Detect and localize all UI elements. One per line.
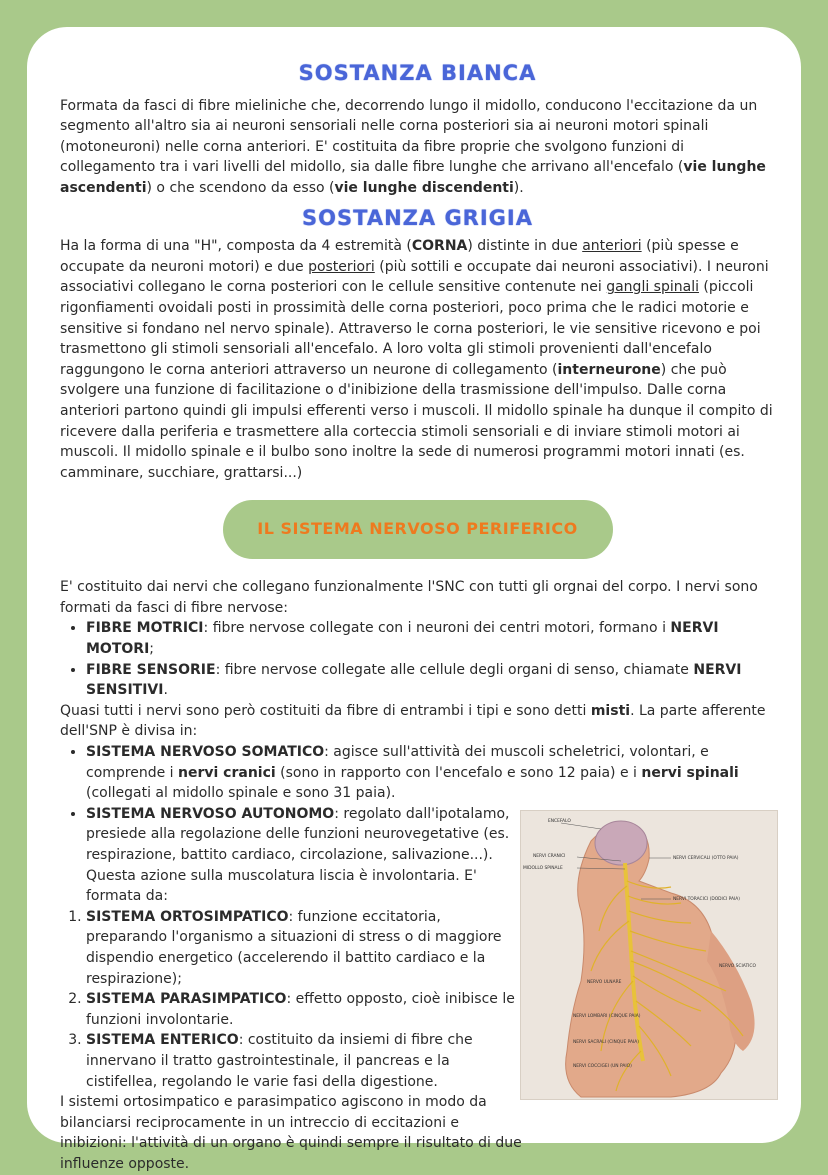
list-item: [86, 660, 775, 701]
text: : fibre nervose collegate alle cellule degli organi di senso, chiamate: [215, 661, 694, 678]
paragraph-sostanza-bianca: [60, 96, 775, 199]
text: : agisce sull'attività dei muscoli scheletrici, volontari, e comprende i: [86, 744, 709, 781]
text: : costituito da insiemi di fibre che innervano il tratto gastrointestinale, il pancreas e la cistifellea, regolando le varie fasi della digestione.: [86, 1032, 473, 1090]
bold-text: SISTEMA NERVOSO SOMATICO: [86, 744, 325, 761]
page-card: [27, 27, 801, 1172]
list-item: [86, 989, 522, 1030]
text: (più spesse e occupate da neuroni motori) e due: [60, 238, 739, 275]
text: . La parte afferente dell'SNP è divisa in:: [60, 702, 766, 740]
text: ) o che scendono da esso (: [146, 179, 335, 196]
text: .: [163, 682, 168, 699]
bold-text: vie lunghe discendenti: [334, 179, 514, 196]
subsystem-list: [60, 907, 522, 1092]
text: ) distinte in due: [467, 238, 583, 255]
anatomy-figure: [521, 811, 777, 1099]
bold-text: nervi cranici: [178, 764, 276, 781]
bold-text: SISTEMA ORTOSIMPATICO: [86, 908, 289, 925]
fibre-list: [60, 618, 775, 700]
bold-text: NERVI SENSITIVI: [86, 661, 742, 699]
label-nervi-coccigei: NERVI COCCIGEI (UN PAIO): [573, 1063, 632, 1069]
bold-text: NERVI MOTORI: [86, 620, 719, 658]
bold-text: FIBRE MOTRICI: [86, 620, 204, 637]
list-item: [86, 804, 522, 907]
underlined-text: posteriori: [308, 258, 375, 275]
text: : fibre nervose collegate con i neuroni dei centri motori, formano i: [203, 620, 671, 637]
system-list-somatic: [60, 742, 775, 804]
bold-text: CORNA: [411, 238, 468, 255]
list-item: [86, 618, 775, 659]
underlined-text: gangli spinali: [606, 279, 699, 296]
list-item: [86, 742, 775, 804]
title-sostanza-grigia: SOSTANZA GRIGIA: [302, 205, 533, 230]
text: ;: [149, 641, 154, 658]
text: (piccoli rigonfiamenti ovoidali posti in prossimità delle corna posteriori, poco prima che le radici motorie e sensitive si fondano nel nervo spinale). Attraverso le corna posteriori, le vie sensitive ricevono e poi trasmettono gli stimoli sensoriali all'encefalo. A loro volta gli stimoli provenienti dall'encefalo raggungono le corna anteriori attraverso un neurone di collegamento (: [60, 279, 761, 378]
text: Formata da fasci di fibre mieliniche che, decorrendo lungo il midollo, conducono l'eccitazione da un segmento all'altro sia ai neuroni sensoriali nelle corna posteriori sia ai neuroni motori spinali (motoneuroni) nelle corna anteriori. E' costituita da fibre proprie che svolgono funzioni di collegamento tra i vari livelli del midollo, sia dalle fibre lunghe che arrivano all'encefalo (: [60, 97, 758, 176]
system-list-autonomic: [60, 804, 522, 907]
text: : regolato dall'ipotalamo, presiede alla regolazione delle funzioni neurovegetative (es. respirazione, battito cardiaco, circolazione, salivazione...). Questa azione sulla muscolatura liscia è involontaria. E' formata da:: [86, 805, 510, 905]
text: : effetto opposto, cioè inibisce le funzioni involontarie.: [86, 991, 515, 1028]
underlined-text: anteriori: [582, 238, 642, 255]
text: Quasi tutti i nervi sono però costituiti da fibre di entrambi i tipi e sono detti: [60, 702, 591, 719]
section-pill-snp: IL SISTEMA NERVOSO PERIFERICO: [223, 500, 613, 559]
label-midollo-spinale: MIDOLLO SPINALE: [523, 865, 563, 871]
lower-section: [60, 804, 775, 1175]
brain-shape: [595, 821, 647, 865]
label-nervi-cervicali: NERVI CERVICALI (OTTO PAIA): [673, 855, 739, 861]
list-item: [86, 1030, 522, 1092]
text: : funzione eccitatoria, preparando l'organismo a situazioni di stress o di maggiore dispendio energetico (accelerendo il battito cardiaco e la respirazione);: [86, 908, 502, 987]
bold-text: nervi spinali: [641, 764, 739, 781]
paragraph-sostanza-grigia: [60, 236, 775, 483]
paragraph-misti: [60, 701, 775, 742]
text: ) che può svolgere una funzione di facilitazione o d'inibizione della trasmissione dell'impulso. Dalle corna anteriori partono quindi gli impulsi efferenti verso i muscoli. Il midollo spinale ha dunque il compito di ricevere dalla periferia e trasmettere alla corteccia stimoli sensoriali e di inviare stimoli motori ai muscoli. Il midollo spinale e il bulbo sono inoltre la sede di numerosi programmi motori innati (es. camminare, succhiare, grattarsi...): [60, 361, 773, 481]
bold-text: FIBRE SENSORIE: [86, 661, 216, 678]
bold-text: SISTEMA NERVOSO AUTONOMO: [86, 805, 335, 822]
bold-text: vie lunghe ascendenti: [60, 159, 766, 196]
text: (più sottili e occupate dai neuroni associativi). I neuroni associativi collegano le corna posteriori con le cellule sensitive contenute nei: [60, 258, 769, 296]
label-nervi-cranici: NERVI CRANICI: [533, 853, 566, 859]
label-nervi-sacrali: NERVI SACRALI (CINQUE PAIA): [573, 1039, 640, 1045]
bold-text: SISTEMA ENTERICO: [86, 1032, 239, 1049]
text: Ha la forma di una "H", composta da 4 estremità (: [60, 238, 412, 255]
label-nervi-lombari: NERVI LOMBARI (CINQUE PAIA): [573, 1013, 641, 1019]
left-column: [60, 804, 522, 1175]
text: ).: [513, 179, 524, 196]
label-encefalo: ENCEFALO: [548, 818, 571, 824]
bold-text: interneurone: [557, 361, 661, 378]
text: (collegati al midollo spinale e sono 31 paia).: [86, 785, 396, 802]
title-sostanza-bianca: SOSTANZA BIANCA: [298, 61, 537, 85]
bold-text: SISTEMA PARASIMPATICO: [86, 991, 287, 1008]
paragraph-closing: I sistemi ortosimpatico e parasimpatico agiscono in modo da bilanciarsi reciprocamente in un intreccio di eccitazioni e inibizioni: l'attività di un organo è quindi sempre il risultato di due influenze opposte.: [60, 1094, 522, 1172]
label-nervo-sciatico: NERVO SCIATICO: [719, 963, 756, 969]
text: (sono in rapporto con l'encefalo e sono 12 paia) e i: [275, 764, 642, 781]
bold-text: misti: [590, 702, 631, 719]
paragraph-snp-intro: E' costituito dai nervi che collegano funzionalmente l'SNC con tutti gli orgnai del corpo. I nervi sono formati da fasci di fibre nervose:: [60, 579, 758, 616]
label-nervo-ulnare: NERVO ULNARE: [587, 979, 622, 985]
list-item: [86, 907, 522, 989]
label-nervi-toracici: NERVI TORACICI (DODICI PAIA): [673, 896, 740, 902]
content: [60, 63, 775, 1175]
nervous-system-illustration: [520, 810, 778, 1100]
